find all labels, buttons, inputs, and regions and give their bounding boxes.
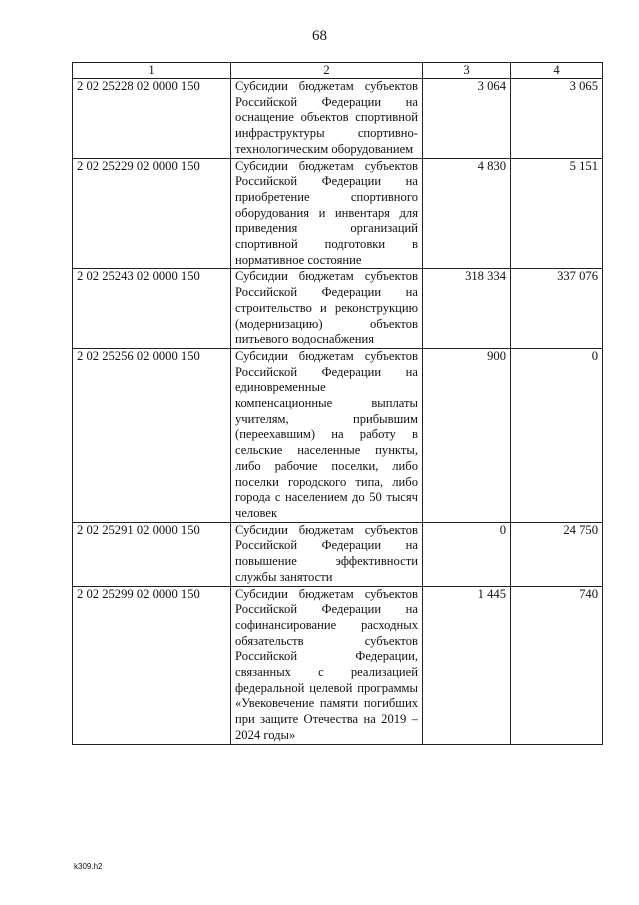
table-row (73, 158, 603, 269)
classification-code: 2 02 25229 02 0000 150 (73, 158, 231, 269)
table-body (73, 79, 603, 745)
table-header (73, 63, 603, 79)
value-col3: 4 830 (423, 158, 511, 269)
table-row (73, 79, 603, 159)
value-col4: 337 076 (511, 269, 603, 349)
classification-code: 2 02 25256 02 0000 150 (73, 348, 231, 522)
column-header-2: 2 (231, 63, 423, 79)
page-number: 68 (312, 28, 327, 44)
value-col3: 318 334 (423, 269, 511, 349)
column-header-4: 4 (511, 63, 603, 79)
row-description: Субсидии бюджетам субъектов Российской Федерации на софинансирование расходных обязательств субъектов Российской Федерации, связанных с реализацией федеральной целевой программы «Увековечение памяти погибших при защите Отечества на 2019 – 2024 годы» (231, 586, 423, 744)
value-col4: 740 (511, 586, 603, 744)
classification-code: 2 02 25243 02 0000 150 (73, 269, 231, 349)
table-row (73, 269, 603, 349)
column-header-1: 1 (73, 63, 231, 79)
table-header-row (73, 63, 603, 79)
value-col4: 24 750 (511, 522, 603, 586)
value-col3: 1 445 (423, 586, 511, 744)
classification-code: 2 02 25228 02 0000 150 (73, 79, 231, 159)
table-row (73, 348, 603, 522)
classification-code: 2 02 25291 02 0000 150 (73, 522, 231, 586)
column-header-3: 3 (423, 63, 511, 79)
budget-table (72, 62, 603, 745)
row-description: Субсидии бюджетам субъектов Российской Федерации на единовременные компенсационные выплаты учителям, прибывшим (переехавшим) на работу в сельские населенные пункты, либо рабочие поселки, либо поселки городского типа, либо города с населением до 50 тысяч человек (231, 348, 423, 522)
row-description: Субсидии бюджетам субъектов Российской Федерации на строительство и реконструкцию (модернизацию) объектов питьевого водоснабжения (231, 269, 423, 349)
row-description: Субсидии бюджетам субъектов Российской Федерации на оснащение объектов спортивной инфраструктуры спортивно-технологическим оборудованием (231, 79, 423, 159)
row-description: Субсидии бюджетам субъектов Российской Федерации на повышение эффективности службы занятости (231, 522, 423, 586)
value-col3: 3 064 (423, 79, 511, 159)
value-col3: 900 (423, 348, 511, 522)
value-col4: 0 (511, 348, 603, 522)
value-col4: 5 151 (511, 158, 603, 269)
value-col4: 3 065 (511, 79, 603, 159)
row-description: Субсидии бюджетам субъектов Российской Федерации на приобретение спортивного оборудования и инвентаря для приведения организаций спортивной подготовки в нормативное состояние (231, 158, 423, 269)
table-row (73, 522, 603, 586)
table-row (73, 586, 603, 744)
classification-code: 2 02 25299 02 0000 150 (73, 586, 231, 744)
footer-document-code: k309.h2 (74, 862, 103, 871)
value-col3: 0 (423, 522, 511, 586)
